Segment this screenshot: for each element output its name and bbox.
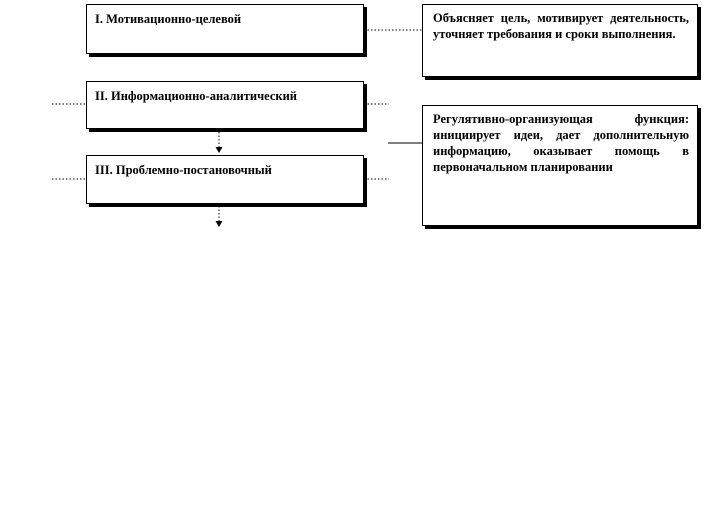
- stage-3-label: III. Проблемно-постановочный: [95, 163, 272, 177]
- note-2-text: Регулятивно-организующая функция: инициирует идеи, дает дополнительную информацию, оказывает помощь в первоначальном планировании: [433, 112, 689, 174]
- stage-1-box: [86, 4, 364, 54]
- stage-3-box: [86, 155, 364, 204]
- arrow-head-3-down: [216, 221, 223, 227]
- stage-2-box: [86, 81, 364, 129]
- note-1-text: Объясняет цель, мотивирует деятельность, уточняет требования и сроки выполнения.: [433, 11, 689, 41]
- arrow-head-2-3: [216, 147, 223, 153]
- stage-1-label: I. Мотивационно-целевой: [95, 12, 242, 26]
- stage-2-label: II. Информационно-аналитический: [95, 89, 297, 103]
- note-2-box: [422, 105, 698, 226]
- note-1-box: [422, 4, 698, 77]
